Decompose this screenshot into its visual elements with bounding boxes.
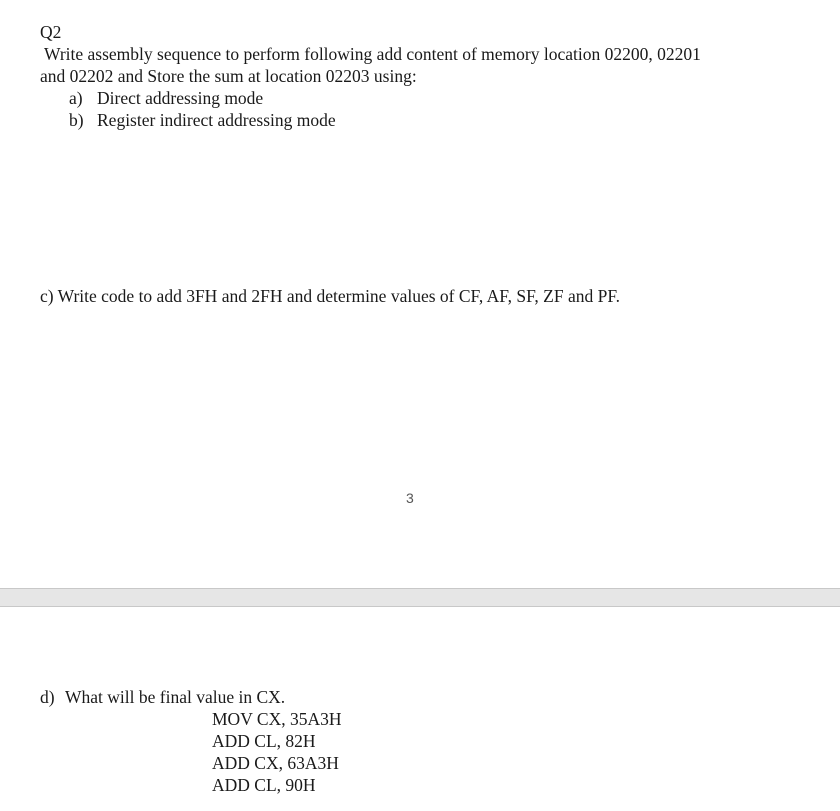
part-c-text: c) Write code to add 3FH and 2FH and determine values of CF, AF, SF, ZF and PF. [40, 286, 621, 306]
part-d-label: d) [40, 687, 55, 707]
list-item-text: Register indirect addressing mode [97, 110, 336, 130]
code-line-2: ADD CL, 82H [212, 731, 316, 751]
list-item-label: a) [69, 88, 83, 108]
question-prompt-line-1: Write assembly sequence to perform following add content of memory location 02200, 02201 [44, 44, 701, 64]
list-item-text: Direct addressing mode [97, 88, 264, 108]
list-item-a [69, 87, 263, 109]
part-d-question [40, 686, 285, 708]
question-prompt-line-2: and 02202 and Store the sum at location 02203 using: [40, 66, 417, 86]
list-item-b [69, 109, 336, 131]
page-break-separator [0, 588, 840, 607]
code-line-1: MOV CX, 35A3H [212, 709, 342, 729]
page-number: 3 [406, 490, 414, 506]
list-item-label: b) [69, 110, 84, 130]
code-line-4: ADD CL, 90H [212, 775, 316, 795]
question-number: Q2 [40, 22, 62, 42]
part-d-text: What will be final value in CX. [65, 687, 286, 707]
code-line-3: ADD CX, 63A3H [212, 753, 339, 773]
